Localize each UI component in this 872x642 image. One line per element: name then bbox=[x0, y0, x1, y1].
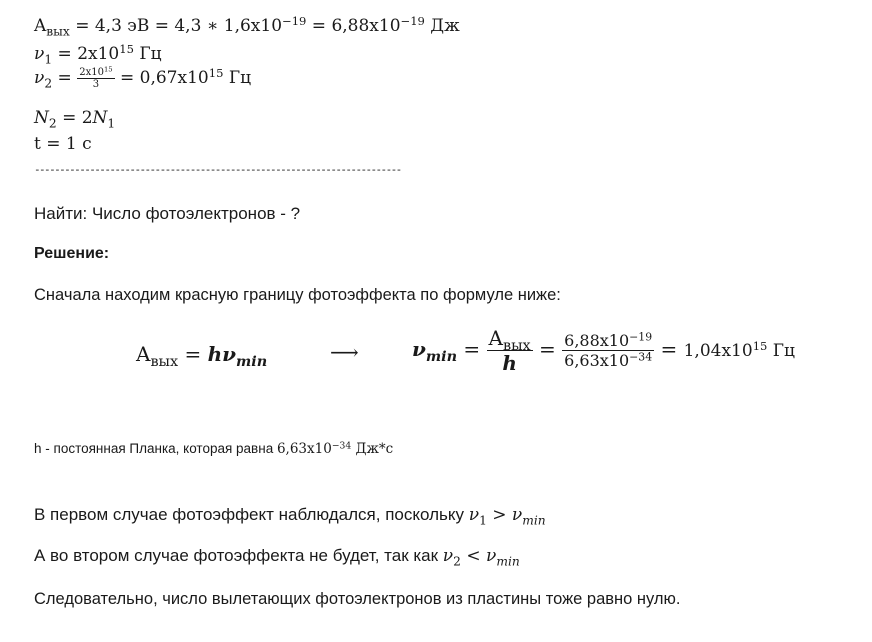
planck-note: h - постоянная Планка, которая равна $6,63x10^{-34}$ Дж*с bbox=[34, 440, 394, 457]
find-text: Найти: Число фотоэлектронов - ? bbox=[34, 204, 301, 223]
nu2-fraction: $\frac{2x10^{15}}{3}$ bbox=[79, 65, 113, 90]
conclusion-text: Следовательно, число вылетающих фотоэлектронов из пластины тоже равно нулю. bbox=[34, 590, 681, 608]
intro-text: Сначала находим красную границу фотоэффекта по формуле ниже: bbox=[34, 286, 561, 304]
arrow-icon: ⟶ bbox=[330, 340, 359, 364]
case-2-text: А во втором случае фотоэффекта не будет, так как $\nu_2 < \nu_{min}$ bbox=[34, 546, 520, 569]
given-time: t = 1 с bbox=[34, 134, 92, 154]
formula-fraction-numeric: $\frac{6,88x10^{-19}}{6,63x10^{-34}}$ bbox=[564, 330, 653, 370]
divider-line: ------------------------------------------------------------------------- bbox=[34, 163, 401, 175]
formula-min-frequency: $\nu_{min}$ = $\frac{A_{вых}}{h}$ = $\frac{6,88x10^{-19}}{6,63x10^{-34}}$ = $1,04x10^{15}$ Гц bbox=[412, 326, 795, 375]
given-frequency-1: $\nu_1 = 2x10^{15}$ Гц bbox=[34, 42, 162, 67]
formula-fraction-symbolic: $\frac{A_{вых}}{h}$ bbox=[488, 326, 531, 375]
solution-title: Решение: bbox=[34, 245, 110, 262]
case-1-text: В первом случае фотоэффект наблюдался, поскольку $\nu_1 > \nu_{min}$ bbox=[34, 505, 546, 528]
formula-work-function: $A_{вых} = h\nu_{min}$ bbox=[136, 342, 268, 371]
given-photon-count: $N_2 = 2N_1$ bbox=[34, 108, 116, 131]
given-work-function: $A_{вых} = 4,3$ эВ = 4,3 ∗ $1,6x10^{-19} = 6,88x10^{-19}$ Дж bbox=[34, 14, 460, 39]
given-frequency-2: $\nu_2$ = $\frac{2x10^{15}}{3}$ = $0,67x10^{15}$ Гц bbox=[34, 65, 252, 91]
